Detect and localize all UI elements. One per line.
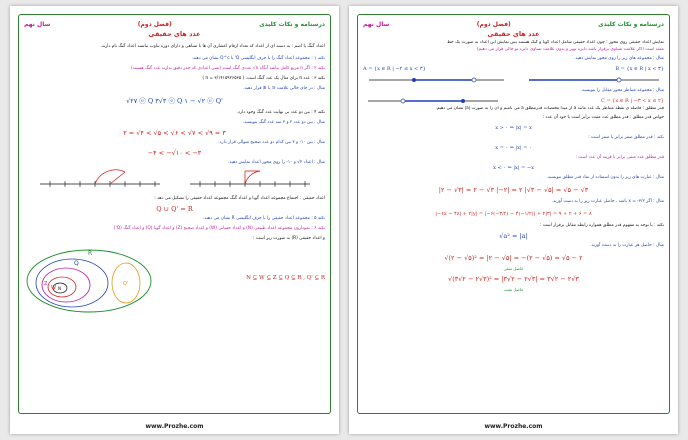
sqrt-abs-row: [363, 231, 664, 241]
sets-axes-svg: [364, 74, 664, 86]
abs-properties-positive: خواص قدر مطلق : قدر مطلق عدد مثبت برابر است با خود آن عدد :: [542, 114, 664, 120]
example-between-math: [24, 128, 325, 138]
tag-negative: حاصل منفی: [503, 265, 524, 271]
venn-label-r: R: [88, 250, 93, 257]
note-6-cont: و اعداد حقیقی (R) به صورت زیر است :: [253, 235, 325, 241]
abs-pos: x > ۰ ⇒ |x| = x: [495, 124, 532, 131]
example-substitute-math: [363, 207, 664, 221]
example-substitute-prompt: مثال : اگر x = -۳/۲ باشد ، حاصل عبارت زیر را به دست آورید.: [551, 198, 664, 204]
abs-zero: x = ۰ ⇒ |x| = ۰: [495, 144, 532, 151]
footer-url[interactable]: www.Prozhe.com: [484, 423, 543, 430]
abs-zero-row: [363, 143, 664, 153]
footer-url[interactable]: www.Prozhe.com: [145, 423, 204, 430]
venn-label-w: W: [51, 285, 56, 291]
header-topic: درسنامه و نکات کلیدی: [598, 20, 664, 28]
between-expression: ۲ = √۴ < √۵ < √۶ < √۷ < √۹ = ۳: [123, 128, 226, 137]
note-1: نکته ۱ : مجموعه اعداد گنگ را با حرف انگلیسی Q' یا Q^c نشان می دهند.: [191, 55, 325, 61]
definition-real: اعداد حقیقی : اجتماع مجموعه اعداد گویا و اعداد گنگ مجموعه اعداد حقیقی را تشکیل می دهد :: [154, 195, 325, 201]
venn-row: [24, 244, 325, 314]
sets-row: [363, 64, 664, 74]
abs-expression-1: |۲ − √۳| = ۲ − √۳ |−۲| = ۲ |√۳ − √۵| = √۵ − √۳: [438, 185, 589, 194]
tag-negative-row: [363, 265, 664, 272]
sets-axes: [363, 74, 664, 86]
example-sets-prompt: مثال : مجموعه های زیر را روی محور نمایش دهید.: [574, 55, 664, 61]
number-line-svg: [30, 168, 320, 194]
tag-positive: حاصل مثبت: [503, 286, 524, 292]
abs-negative-note: قدر مطلق عدد منفی برابر با قرینه آن عدد است :: [575, 154, 664, 160]
example-membership-math: [24, 94, 325, 108]
abs-pos-row: [363, 123, 664, 133]
example-sqrt-prompt: مثال : حاصل هر عبارت را به دست آورید.: [590, 242, 664, 248]
abs-zero-note: نکته : قدر مطلق صفر برابر با صفر است :: [588, 134, 664, 140]
note-2: نکته ۲ : اگر n مربع کامل نباشد آنگاه n√ عددی گنگ است (یعنی اعدادی که جذر دقیق ندارند عدد گنگ هستند): [130, 65, 325, 71]
between-int-expression: −۴ < −√۱۰ < −۳: [147, 148, 202, 157]
set-c-axis: [363, 96, 503, 106]
header-chapter: (فصل دوم): [137, 20, 172, 28]
number-lines-figure: [24, 168, 325, 194]
note-3: نکته ۳ : عدد π برای مثال یک عدد گنگ است. ( ۳/۱۴۱۵۹۲۶۵۳۵ = π ): [202, 75, 325, 81]
axis-definition-cont: ممتد است (اگر علامت تساوی برقرار باشد دایره توپر و بدون علامت تساوی دایره تو خالی قرار می دهیم): [476, 47, 664, 53]
set-c-row: [363, 96, 664, 106]
abs-neg-row: [363, 163, 664, 173]
set-a: A = {x ∈ R | −۲ ≤ x < ۳}: [363, 65, 426, 72]
page-content: [24, 40, 325, 408]
header-chapter: (فصل دوم): [476, 20, 511, 28]
venn-diagram: [24, 245, 154, 313]
venn-label-n: N: [58, 286, 61, 291]
example-int-math: [24, 148, 325, 158]
example-sqrt-math-2: [363, 272, 664, 286]
worksheet-page-left: [10, 6, 339, 434]
sqrt-abs: √a² = |a|: [499, 231, 528, 240]
header-grade: سال نهم: [363, 20, 390, 28]
example-axis-prompt: مثال : اعداد ۲√ و ۱۰- را روی محور اعداد نمایش دهید.: [228, 159, 325, 165]
example-abs-prompt: مثال : عبارت های زیر را بدون استفاده از نماد قدر مطلق بنویسید.: [546, 174, 664, 180]
worksheet-page-right: [349, 6, 678, 434]
page-subtitle: عدد های حقیقی: [487, 30, 540, 38]
definition-irrational: اعداد گنگ یا اصم : به دسته ای از اعداد که تعداد ارقام اعشاری آن ها نا متناهی و دارای دوره تناوب نباشند اعداد گنگ نام دارند.: [100, 43, 325, 49]
membership-expression: √۲۷ ⓔ Q ۳√۳ ⓔ Q ۱ − √۲ ⓔ Q': [126, 96, 223, 105]
example-membership-prompt: مثال : در جای خالی علامت ∈ یا ∉ قرار دهید.: [243, 85, 325, 91]
note-sqrt-abs: نکته : با توجه به مفهوم قدر مطلق همواره رابطه مقابل برقرار است :: [539, 222, 664, 228]
set-c: C = {x ∈ R | −۳ < x ≤ ۲}: [600, 97, 664, 104]
header-grade: سال نهم: [24, 20, 51, 28]
abs-expression-2: |−۶x − ۴z| + ۲|y| = |−۶(−۳/۲) − ۴(−۱/۲)| + ۲|۳| = ۹ + ۲ + ۶ = ۸: [435, 210, 592, 217]
sqrt-expression-2: √(۳√۲ − ۲√۳)² = |۳√۲ − ۲√۳| = ۳√۲ − ۲√۳: [448, 274, 579, 283]
set-b: B = {x ∈ R | x < ۳}: [615, 65, 664, 72]
example-abs-math: [363, 183, 664, 197]
venn-label-q: Q: [74, 260, 79, 267]
subset-chain: N ⊆ W ⊆ Z ⊆ Q ⊆ R , Q' ⊆ R: [246, 275, 325, 282]
note-5: نکته ۵ : مجموعه اعداد حقیقی را با حرف انگلیسی R نشان می دهند.: [203, 215, 325, 221]
union-expression: Q ∪ Q' = R: [156, 204, 193, 213]
example-sqrt-math-1: [363, 251, 664, 265]
page-content: [363, 40, 664, 408]
abs-definition: قدر مطلق : فاصله ی نقطه متناظر یک عدد مانند a از مبدا مختصات قدرمطلق a می نامیم و آن را به صورت |a| نشان می دهیم.: [435, 106, 664, 112]
note-6: نکته ۶ : نمودارون مجموعه اعداد طبیعی (N) و اعداد حسابی (W) و اعداد صحیح (Z) و اعداد گویا (Q) و اعداد گنگ (Q'): [113, 225, 325, 231]
tag-positive-row: [363, 286, 664, 293]
abs-neg: x < ۰ ⇒ |x| = −x: [493, 164, 534, 171]
page-subtitle: عدد های حقیقی: [148, 30, 201, 38]
example-between-prompt: مثال : بین دو عدد ۲ و ۳ سه عدد گنگ بنویسید.: [242, 119, 325, 125]
axis-definition: نمایش اعداد حقیقی روی محور : چون اعداد حقیقی شامل اعداد گویا و گنگ هستند پس نمایش این اعداد به صورت یک خط: [446, 40, 664, 46]
example-int-prompt: مثال : بین ۱۰- و ۳ بین کدام دو عدد صحیح متوالی قرار دارد.: [218, 139, 325, 145]
sqrt-expression-1: √(۲ − √۵)² = |۲ − √۵| = −(۲ − √۵) = √۵ − ۲: [444, 253, 583, 262]
venn-label-qprime: Q': [123, 281, 129, 287]
example-axis-to-set-prompt: مثال : مجموعه متناظر محور مقابل را بنویسید.: [580, 87, 664, 93]
page-header: [24, 17, 325, 31]
union-math: [24, 204, 325, 214]
venn-label-z: Z: [44, 281, 48, 287]
header-topic: درسنامه و نکات کلیدی: [259, 20, 325, 28]
note-4: نکته ۴ : بین دو عدد بی نهایت عدد گنگ وجود دارد.: [236, 109, 325, 115]
page-header: [363, 17, 664, 31]
